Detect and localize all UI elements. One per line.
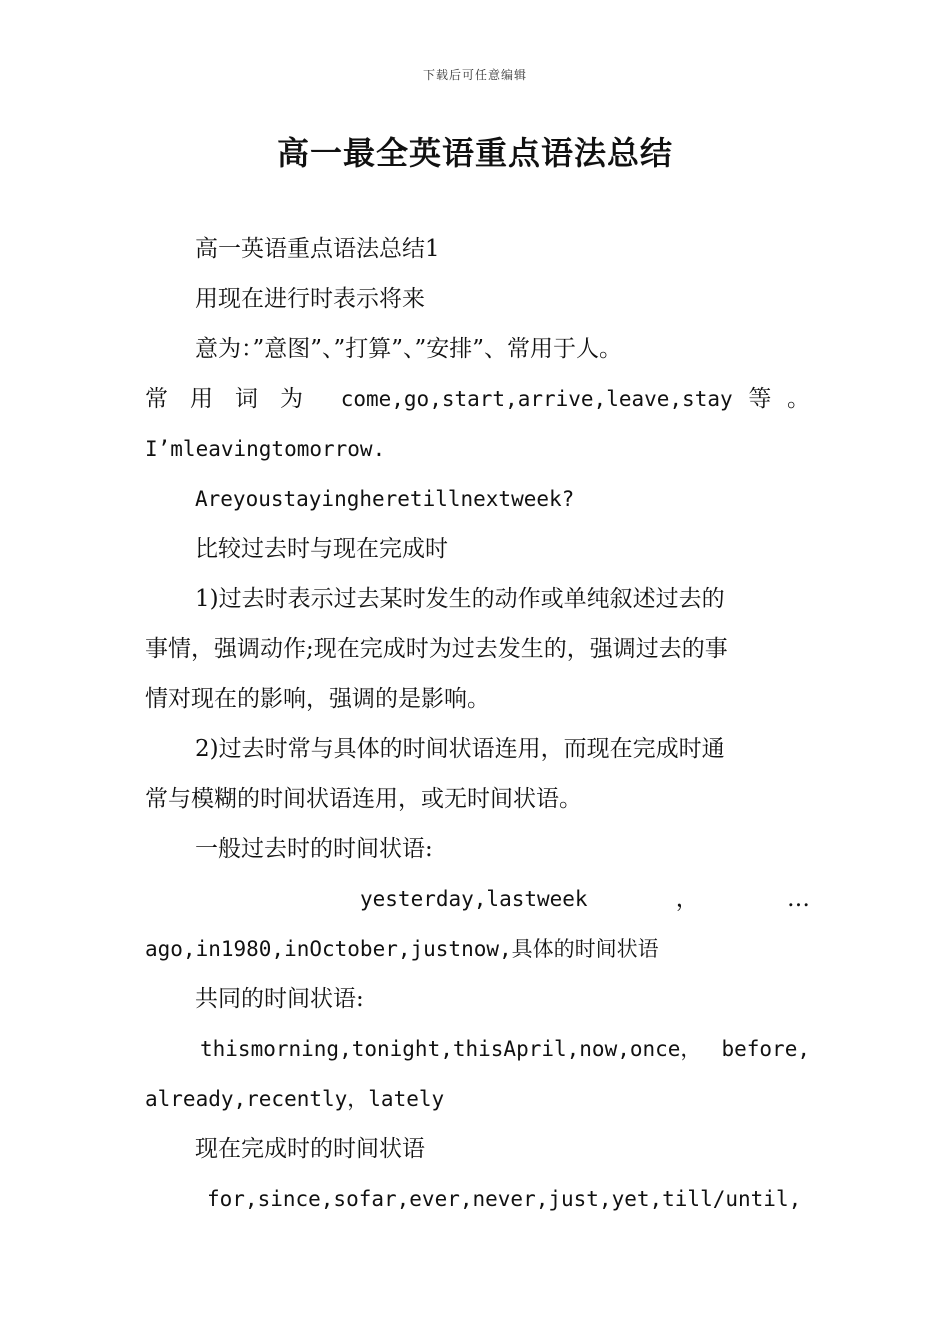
common-words-list: come,go,start,arrive,leave,stay <box>340 387 733 411</box>
past-adverbials-ellipsis: … <box>786 886 810 912</box>
paragraph-point-1-line-1: 1)过去时表示过去某时发生的动作或单纯叙述过去的 <box>195 586 725 612</box>
document-title: 高一最全英语重点语法总结 <box>276 134 673 172</box>
common-adverbials-line-1 <box>145 1024 810 1074</box>
example-sentence-1: I’mleavingtomorrow. <box>145 437 386 461</box>
common-adverbials-line-2: already,recently，lately <box>145 1087 445 1111</box>
paragraph-topic-future: 用现在进行时表示将来 <box>195 286 425 312</box>
paragraph-point-1-line-3: 情对现在的影响，强调的是影响。 <box>145 686 490 712</box>
page-header: 下载后可任意编辑 <box>422 68 527 82</box>
paragraph-point-2-line-1: 2)过去时常与具体的时间状语连用，而现在完成时通 <box>195 736 725 762</box>
common-adverbials-before: before, <box>721 1037 810 1061</box>
past-adverbials-line-2: ago,in1980,inOctober,justnow,具体的时间状语 <box>145 937 659 961</box>
past-adverbials-comma: ， <box>675 886 699 912</box>
example-sentence-2: Areyoustayingheretillnextweek? <box>195 487 575 511</box>
paragraph-common-words <box>145 374 810 424</box>
paragraph-compare-heading: 比较过去时与现在完成时 <box>195 536 448 562</box>
paragraph-heading-1: 高一英语重点语法总结1 <box>195 236 440 262</box>
past-adverbials-line-1 <box>145 874 810 924</box>
paragraph-perfect-adverbials-heading: 现在完成时的时间状语 <box>195 1136 425 1162</box>
paragraph-point-1-line-2: 事情，强调动作;现在完成时为过去发生的，强调过去的事 <box>145 636 728 662</box>
paragraph-point-2-line-2: 常与模糊的时间状语连用，或无时间状语。 <box>145 786 582 812</box>
paragraph-common-adverbials-heading: 共同的时间状语: <box>195 986 364 1012</box>
past-adverbials-words: yesterday,lastweek <box>360 887 588 911</box>
common-adverbials-words: thismorning,tonight,thisApril,now,once， <box>200 1037 702 1061</box>
common-words-period: 。 <box>787 386 810 412</box>
common-words-etc: 等 <box>748 386 772 412</box>
paragraph-meaning: 意为：”意图”、”打算”、”安排”、常用于人。 <box>195 336 623 362</box>
paragraph-past-adverbials-heading: 一般过去时的时间状语: <box>195 836 433 862</box>
common-words-label: 常用词为 <box>145 386 325 412</box>
perfect-adverbials-line-1: for,since,sofar,ever,never,just,yet,till/until, <box>207 1187 802 1211</box>
document-body <box>145 224 810 1224</box>
